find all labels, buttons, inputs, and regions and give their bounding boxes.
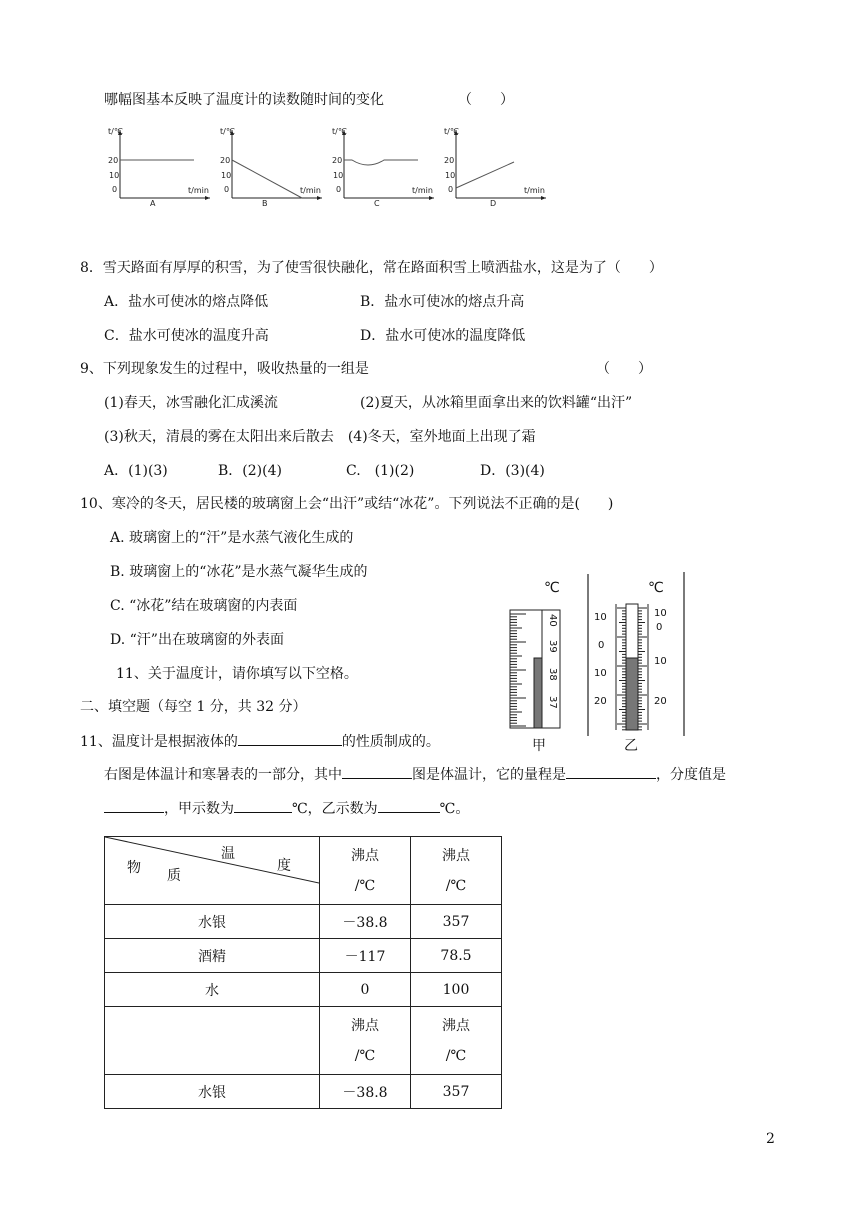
q11-blank-division[interactable]: [104, 798, 164, 813]
jia-tick-38: 38: [547, 668, 558, 681]
q9-option-d: D．(3)(4): [480, 463, 545, 479]
q11-blank-jia-reading[interactable]: [234, 798, 292, 813]
table-col2-header: 沸点 /℃: [411, 837, 502, 905]
q11-blank-range[interactable]: [566, 764, 656, 779]
q9-option-c: C. (1)(2): [346, 463, 415, 479]
q9-option-a: A．(1)(3): [104, 463, 168, 479]
q8-option-b: B．盐水可使冰的熔点升高: [360, 294, 525, 310]
q10-stem: 10、寒冷的冬天，居民楼的玻璃窗上会“出汗”或结“冰花”。下列说法不正确的是( ): [80, 496, 614, 512]
svg-text:0: 0: [336, 185, 342, 194]
svg-text:20: 20: [444, 156, 455, 165]
q10-option-d: D. “汗”出在玻璃窗的外表面: [110, 632, 284, 648]
q11-line-2: 右图是体温计和寒暑表的一部分，其中 图是体温计，它的量程是 ，分度值是: [104, 764, 726, 785]
table-row: 酒精 －117 78.5: [105, 939, 502, 973]
jia-unit: ℃: [544, 580, 560, 596]
table-col1-header: 沸点 /℃: [320, 837, 411, 905]
q11-blank-which[interactable]: [342, 764, 412, 779]
graph-b-xlabel: t/min: [300, 186, 321, 195]
thermometer-figure: [498, 570, 698, 756]
jia-mercury: [534, 658, 542, 728]
yi-label: 乙: [624, 738, 638, 754]
yi-right-tick-1: 10: [654, 608, 667, 619]
q11-line-3: ，甲示数为 ℃，乙示数为 ℃。: [104, 798, 469, 819]
graph-b: [216, 126, 326, 206]
graph-d-xlabel: t/min: [524, 186, 545, 195]
graph-a-xlabel: t/min: [188, 186, 209, 195]
q8-option-d: D．盐水可使冰的温度降低: [360, 328, 526, 344]
q9-phenomenon-3-4: (3)秋天，清晨的雾在太阳出来后散去 (4)冬天，室外地面上出现了霜: [104, 429, 536, 445]
section-2-heading: 二、填空题（每空 1 分，共 32 分）: [80, 699, 307, 715]
graph-c-xlabel: t/min: [412, 186, 433, 195]
q11-blank-yi-reading[interactable]: [378, 798, 440, 813]
table-diagonal-header: 温 度 物 质: [105, 837, 320, 905]
table-row: 水银 －38.8 357: [105, 1075, 502, 1109]
graph-b-ylabel: t/℃: [220, 127, 235, 136]
yi-left-tick-4: 20: [594, 696, 607, 707]
yi-right-tick-3: 10: [654, 656, 667, 667]
yi-unit: ℃: [648, 580, 664, 596]
q11-intro: 11、关于温度计，请你填写以下空格。: [116, 666, 358, 682]
graph-d-label: D: [490, 199, 497, 206]
q10-option-b: B. 玻璃窗上的“冰花”是水蒸气凝华生成的: [110, 564, 368, 580]
svg-text:0: 0: [112, 185, 118, 194]
q10-option-a: A. 玻璃窗上的“汗”是水蒸气液化生成的: [110, 530, 354, 546]
boiling-point-table: [104, 836, 502, 1109]
graph-c-label: C: [374, 199, 380, 206]
svg-text:20: 20: [332, 156, 343, 165]
q7-stem: 哪幅图基本反映了温度计的读数随时间的变化: [104, 92, 384, 108]
svg-text:10: 10: [109, 171, 120, 180]
jia-tick-37: 37: [547, 696, 558, 709]
jia-tick-40: 40: [547, 614, 558, 627]
q7-answer-blank: （ ）: [458, 92, 514, 108]
graph-d-ylabel: t/℃: [444, 127, 459, 136]
graph-c-ylabel: t/℃: [332, 127, 347, 136]
q9-answer-blank: （ ）: [596, 361, 652, 377]
q11-line-1: 11、温度计是根据液体的 的性质制成的。: [80, 731, 440, 752]
q9-phenomenon-1: (1)春天，冰雪融化汇成溪流: [104, 395, 278, 411]
graph-b-label: B: [262, 199, 268, 206]
q9-phenomenon-2: (2)夏天，从冰箱里面拿出来的饮料罐“出汗”: [360, 395, 633, 411]
graph-a: [104, 126, 214, 206]
jia-tick-39: 39: [547, 640, 558, 653]
q8-option-a: A．盐水可使冰的熔点降低: [104, 294, 269, 310]
jia-label: 甲: [532, 738, 546, 754]
graph-a-ylabel: t/℃: [108, 127, 123, 136]
graph-a-label: A: [150, 199, 156, 206]
svg-text:10: 10: [445, 171, 456, 180]
yi-liquid: [626, 658, 638, 730]
yi-left-tick-3: 10: [594, 668, 607, 679]
yi-left-tick-1: 10: [594, 612, 607, 623]
table-repeat-header: 沸点 /℃ 沸点 /℃: [105, 1007, 502, 1075]
graph-c: [328, 126, 438, 206]
yi-right-tick-2: 0: [656, 622, 663, 633]
yi-right-tick-4: 20: [654, 696, 667, 707]
svg-text:20: 20: [220, 156, 231, 165]
q9-stem: 9、下列现象发生的过程中，吸收热量的一组是: [80, 361, 369, 377]
page-number: 2: [766, 1131, 775, 1147]
yi-left-tick-2: 0: [598, 640, 605, 651]
q10-option-c: C. “冰花”结在玻璃窗的内表面: [110, 598, 298, 614]
svg-text:20: 20: [108, 156, 119, 165]
table-row: 水 0 100: [105, 973, 502, 1007]
svg-text:0: 0: [224, 185, 230, 194]
graph-d: [440, 126, 550, 206]
svg-text:0: 0: [448, 185, 454, 194]
svg-text:10: 10: [221, 171, 232, 180]
q11-blank-property[interactable]: [238, 731, 342, 746]
q9-option-b: B．(2)(4): [218, 463, 282, 479]
svg-text:10: 10: [333, 171, 344, 180]
q8-stem: 8．雪天路面有厚厚的积雪，为了使雪很快融化，常在路面积雪上喷洒盐水，这是为了（ ）: [80, 260, 663, 276]
q8-option-c: C．盐水可使冰的温度升高: [104, 328, 269, 344]
table-row: 水银 －38.8 357: [105, 905, 502, 939]
